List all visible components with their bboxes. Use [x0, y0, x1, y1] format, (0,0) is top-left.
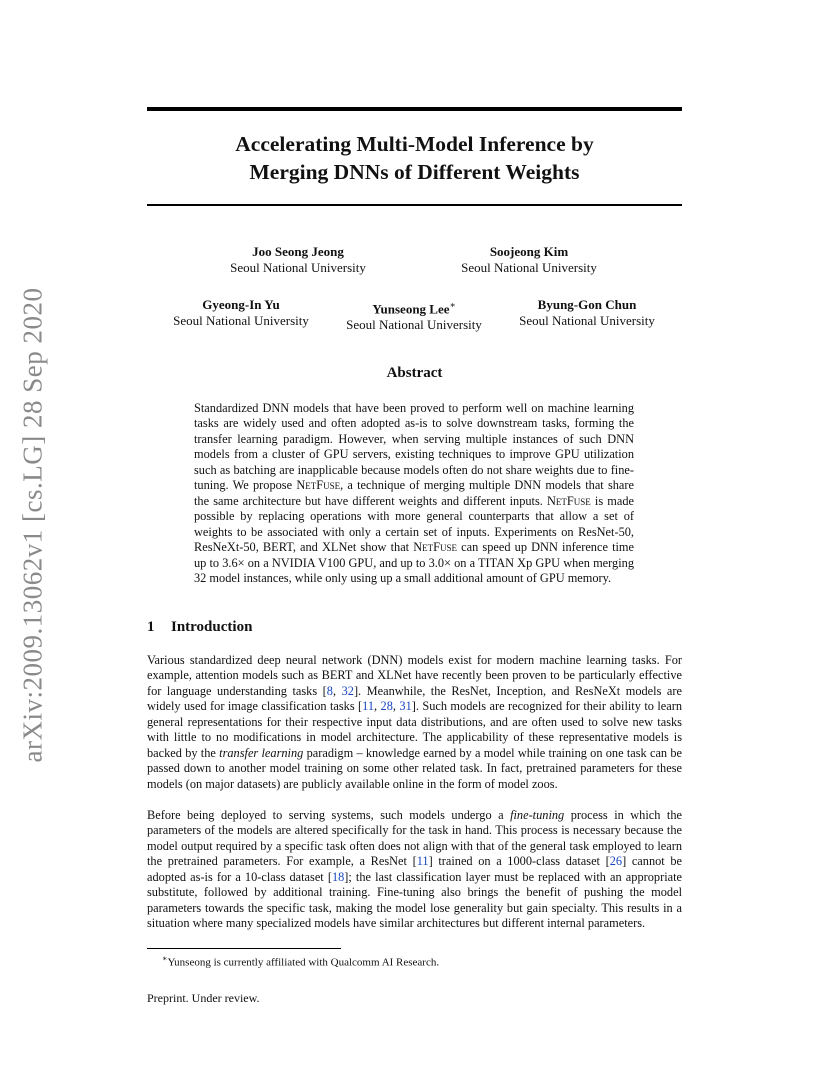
author-name: Joo Seong Jeong — [252, 244, 344, 259]
author-name: Soojeong Kim — [489, 244, 569, 259]
section-title: Introduction — [171, 619, 253, 635]
arxiv-identifier-stamp — [17, 287, 48, 763]
citation-link[interactable]: 31 — [399, 699, 412, 714]
citation-link[interactable]: 26 — [609, 854, 623, 869]
title-line-1: Accelerating Multi-Model Inference by — [235, 132, 594, 156]
author-block — [459, 244, 599, 276]
preprint-note: Preprint. Under review. — [147, 991, 260, 1005]
author-affiliation: Seoul National University — [461, 260, 597, 275]
netfuse-name: NetFuse — [547, 493, 591, 508]
netfuse-name: NetFuse — [413, 540, 458, 555]
author-name: Byung-Gon Chun — [537, 297, 637, 312]
intro-paragraph-2: Before being deployed to serving systems, such models undergo a fine-tuning process in which the parameters of the models are altered specifically for the task in hand. This process is necessary because the model output required by a specific task often does not align with that of the general task employed to learn the pretrained parameters. For example, a ResNet [11] trained on a 1000-class dataset [26] cannot be adopted as-is for a 10-class dataset [18]; the last classification layer must be replaced with an appropriate substitute, followed by additional training. Fine-tuning also brings the benefit of pushing the model parameters towards the specific task, making the model lose generality but gain specialty. This results in a situation where many specialized models have similar architectures but different internal parameters. — [147, 808, 683, 931]
citation-link[interactable]: 11 — [416, 854, 429, 869]
section-number: 1 — [147, 619, 155, 635]
author-block — [228, 244, 368, 276]
author-affiliation: Seoul National University — [519, 313, 655, 328]
footnote: ∗Yunseong is currently affiliated with Qualcomm AI Research. — [162, 954, 440, 969]
citation-link[interactable]: 11 — [362, 699, 375, 714]
citation-link[interactable]: 32 — [341, 683, 354, 698]
citation-link[interactable]: 28 — [380, 699, 393, 714]
title-top-rule — [147, 107, 682, 111]
intro-paragraph-1: Various standardized deep neural network (DNN) models exist for modern machine learning tasks. For example, attention models such as BERT and XLNet have recently been proven to be particularly effective for language understanding tasks [8, 32]. Meanwhile, the ResNet, Inception, and ResNeXt models are widely used for image classification tasks [11, 28, 31]. Such models are recognized for their ability to learn general representations for their respective input data distributions, and are often used to solve new tasks with little to no modifications in model architecture. The applicability of these representative models is backed by the transfer learning paradigm – knowledge earned by a model while training on one task can be passed down to another model training on some other related task. In fact, pretrained parameters for these models (on major datasets) are publicly available online in the form of model zoos. — [147, 653, 683, 791]
author-name: Gyeong-In Yu — [202, 297, 280, 312]
author-affiliation: Seoul National University — [173, 313, 309, 328]
footnote-mark: ∗ — [162, 954, 168, 963]
arxiv-id-text: arXiv:2009.13062v1 [cs.LG] 28 Sep 2020 — [17, 287, 48, 763]
abstract-body: Standardized DNN models that have been proved to perform well on machine learning tasks are widely used and often adopted as-is to solve downstream tasks, forming the transfer learning paradigm. However, when serving multiple instances of such DNN models from a cluster of GPU servers, existing techniques to improve GPU utilization such as batching are inapplicable because models often do not share weights due to fine-tuning. We propose NetFuse, a technique of merging multiple DNN models that share the same architecture but have different weights and different inputs. NetFuse is made possible by replacing operations with more general counterparts that allow a set of weights to be associated with only a certain set of inputs. Experiments on ResNet-50, ResNeXt-50, BERT, and XLNet show that NetFuse can speed up DNN inference time up to 3.6× on a NVIDIA V100 GPU, and up to 3.0× on a TITAN Xp GPU when merging 32 model instances, while only using up a small additional amount of GPU memory. — [194, 401, 635, 585]
title-line-2: Merging DNNs of Different Weights — [249, 160, 580, 184]
author-affiliation: Seoul National University — [346, 317, 482, 333]
title-bottom-rule — [147, 204, 682, 206]
author-block — [344, 297, 484, 333]
author-block — [171, 297, 311, 329]
author-block — [517, 297, 657, 329]
section-heading — [147, 619, 252, 636]
abstract-heading: Abstract — [386, 365, 443, 381]
footnote-mark: ∗ — [449, 300, 456, 310]
citation-link[interactable]: 18 — [331, 869, 345, 884]
footnote-rule — [147, 948, 341, 949]
netfuse-name: NetFuse — [296, 478, 341, 493]
citation-link[interactable]: 8 — [326, 683, 333, 698]
paper-title — [147, 130, 682, 186]
author-affiliation: Seoul National University — [230, 260, 366, 275]
author-name: Yunseong Lee∗ — [372, 300, 456, 317]
